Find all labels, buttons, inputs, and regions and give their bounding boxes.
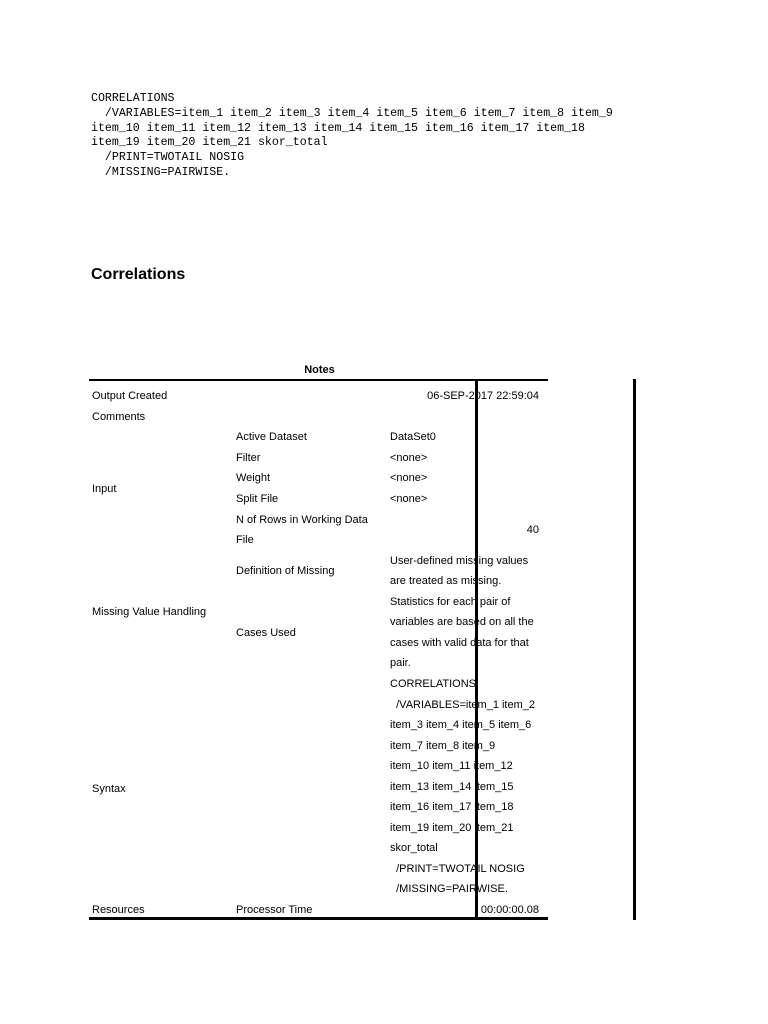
cases-used-value-4: pair.: [390, 657, 411, 669]
syntax-value-line: /PRINT=TWOTAIL NOSIG: [390, 863, 525, 875]
syntax-line: /PRINT=TWOTAIL NOSIG: [91, 151, 245, 165]
definition-missing-value-1: User-defined missing values: [390, 555, 529, 567]
syntax-value-line: CORRELATIONS: [390, 678, 476, 690]
filter-value: <none>: [390, 452, 428, 464]
split-file-label: Split File: [236, 493, 279, 505]
section-heading: Correlations: [91, 266, 186, 283]
syntax-line: item_19 item_20 item_21 skor_total: [91, 136, 328, 150]
resources-label: Resources: [92, 904, 145, 916]
input-label: Input: [92, 483, 117, 495]
missing-value-handling-label: Missing Value Handling: [92, 606, 207, 618]
weight-label: Weight: [236, 472, 271, 484]
active-dataset-value: DataSet0: [390, 431, 436, 443]
n-rows-label-cont: File: [236, 534, 254, 546]
syntax-line: CORRELATIONS: [91, 92, 175, 105]
output-created-label: Output Created: [92, 390, 168, 402]
syntax-value-line: item_19 item_20 item_21: [390, 822, 514, 834]
syntax-code-block: [91, 92, 613, 181]
notes-table-title: Notes: [304, 364, 335, 376]
active-dataset-label: Active Dataset: [236, 431, 307, 443]
filter-label: Filter: [236, 452, 261, 464]
output-created-value: 06-SEP-2017 22:59:04: [427, 390, 539, 402]
weight-value: <none>: [390, 472, 428, 484]
cases-used-value-2: variables are based on all the: [390, 616, 534, 628]
processor-time-value: 00:00:00.08: [480, 904, 539, 916]
syntax-value-line: /VARIABLES=item_1 item_2: [390, 699, 536, 711]
notes-table: [89, 379, 548, 920]
syntax-value-line: skor_total: [390, 842, 438, 854]
processor-time-label: Processor Time: [236, 904, 313, 916]
n-rows-value: 40: [526, 524, 539, 536]
syntax-value-line: item_7 item_8 item_9: [390, 740, 496, 752]
definition-missing-label: Definition of Missing: [236, 565, 335, 577]
syntax-line: /MISSING=PAIRWISE.: [91, 165, 231, 179]
definition-missing-value-2: are treated as missing.: [390, 575, 502, 587]
syntax-label: Syntax: [92, 783, 126, 795]
split-file-value: <none>: [390, 493, 428, 505]
syntax-line: /VARIABLES=item_1 item_2 item_3 item_4 item_5 item_6 item_7 item_8 item_9: [91, 106, 613, 120]
comments-label: Comments: [92, 411, 146, 423]
cases-used-label: Cases Used: [236, 627, 296, 639]
cases-used-value-1: Statistics for each pair of: [390, 596, 511, 608]
syntax-value-line: item_16 item_17 item_18: [390, 801, 514, 813]
n-rows-label: N of Rows in Working Data: [236, 514, 368, 526]
cases-used-value-3: cases with valid data for that: [390, 637, 529, 649]
table-border-right: [633, 379, 636, 920]
syntax-line: item_10 item_11 item_12 item_13 item_14 item_15 item_16 item_17 item_18: [91, 121, 585, 135]
syntax-value-line: item_13 item_14 item_15: [390, 781, 514, 793]
syntax-value-line: item_10 item_11 item_12: [390, 760, 513, 772]
syntax-value-line: item_3 item_4 item_5 item_6: [390, 719, 532, 731]
syntax-value-line: /MISSING=PAIRWISE.: [390, 883, 508, 895]
